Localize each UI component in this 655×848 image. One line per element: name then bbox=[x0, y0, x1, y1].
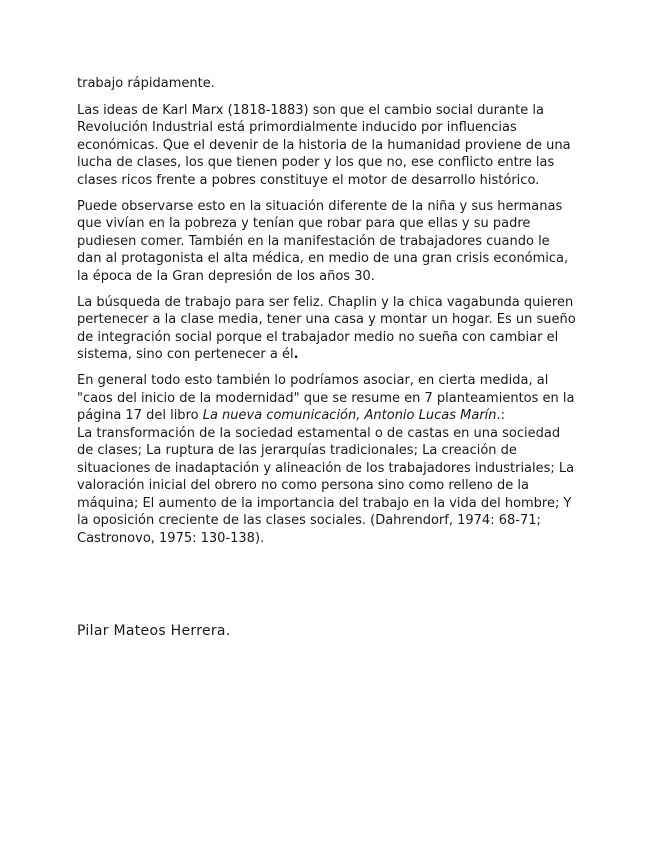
document-body bbox=[77, 75, 577, 556]
paragraph-work-search-text: La búsqueda de trabajo para ser feliz. Chaplin y la chica vagabunda quieren pertenecer a la clase media, tener una casa y montar un hogar. Es un sueño de integración social porque el trabajador medio no sueña con cambiar el sistema, sino con pertenecer a él bbox=[77, 294, 576, 362]
paragraph-modernity-colon: .: bbox=[496, 408, 506, 423]
author-signature: Pilar Mateos Herrera. bbox=[77, 623, 231, 639]
paragraph-modernity-list: La transformación de la sociedad estamental o de castas en una sociedad de clases; La ruptura de las jerarquías tradicionales; La creación de situaciones de inadaptación y alineación de los trabajadores industriales; La valoración inicial del obrero no como persona sino como relleno de la máquina; El aumento de la importancia del trabajo en la vida del hombre; Y la oposición creciente de las clases sociales. (Dahrendorf, 1974: 68-71; Castronovo, 1975: 130-138). bbox=[77, 425, 575, 546]
paragraph-poverty: Puede observarse esto en la situación diferente de la niña y sus hermanas que vivían en la pobreza y tenían que robar para que ellas y su padre pudiesen comer. También en la manifestación de trabajadores cuando le dan al protagonista el alta médica, en medio de una gran crisis económica, la época de la Gran depresión de los años 30. bbox=[77, 198, 569, 284]
paragraph-work-search bbox=[77, 294, 577, 364]
book-title: La nueva comunicación, Antonio Lucas Marín bbox=[202, 408, 497, 423]
paragraph-marx: Las ideas de Karl Marx (1818-1883) son que el cambio social durante la Revolución Industrial está primordialmente inducido por influencias económicas. Que el devenir de la historia de la humanidad proviene de una lucha de clases, los que tienen poder y los que no, ese conflicto entre las clases ricos frente a pobres constituye el motor de desarrollo histórico. bbox=[77, 102, 571, 188]
paragraph-modernity-intro: En general todo esto también lo podríamos asociar, en cierta medida, al "caos del inicio de la modernidad" que se resume en 7 planteamientos en la página 17 del libro bbox=[77, 373, 575, 423]
paragraph-modernity bbox=[77, 372, 577, 547]
paragraph-work-search-end: . bbox=[293, 347, 299, 362]
paragraph-continuation: trabajo rápidamente. bbox=[77, 76, 215, 91]
